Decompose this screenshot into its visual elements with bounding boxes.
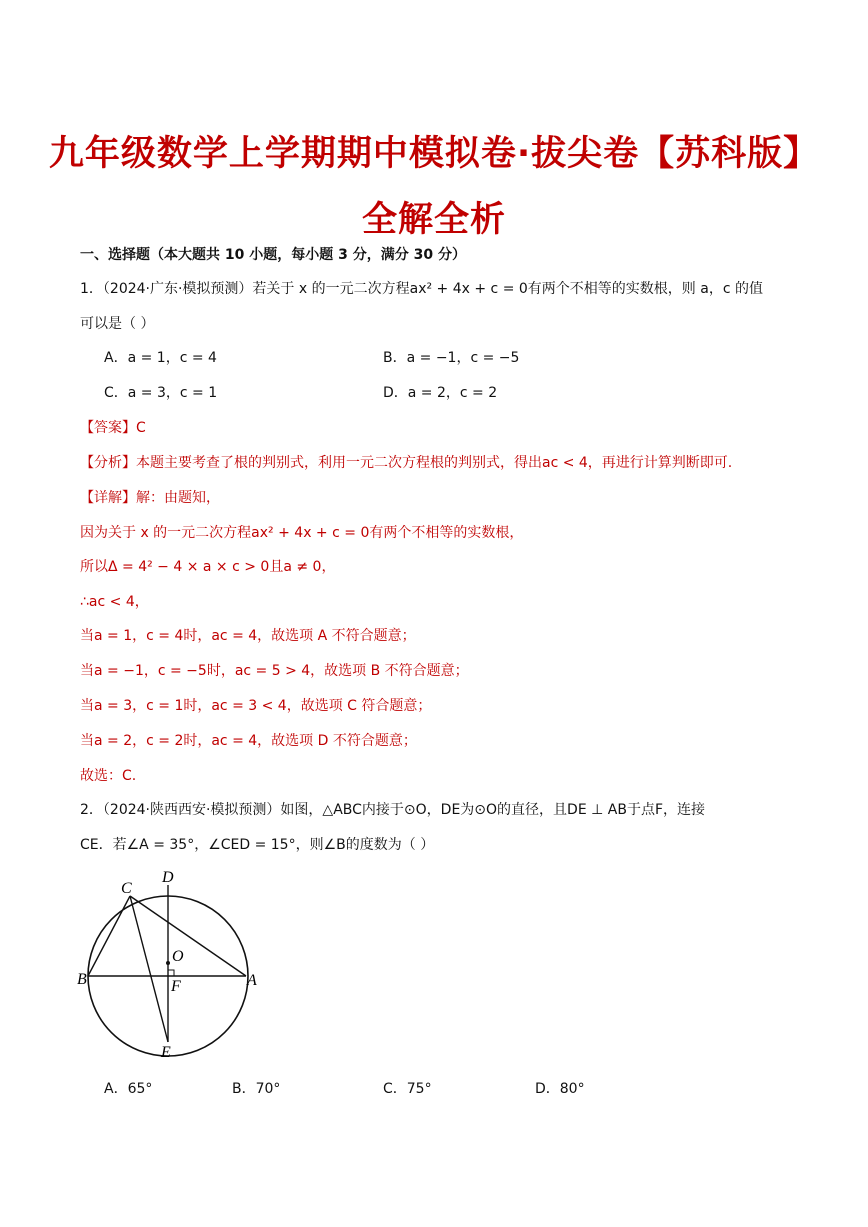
q1-option-a: A．a = 1，c = 4 <box>104 350 217 366</box>
center-point <box>166 961 170 965</box>
q1-detail-line: 故选：C. <box>80 768 137 784</box>
label-d: D <box>162 869 174 886</box>
q1-detail-line: 【详解】解：由题知， <box>80 490 220 506</box>
q1-stem-line2: 可以是（ ） <box>80 316 155 332</box>
label-a: A <box>247 972 257 989</box>
q2-option-a: A．65° <box>104 1081 153 1097</box>
q2-option-b: B．70° <box>232 1081 281 1097</box>
label-o: O <box>172 948 184 965</box>
right-angle-mark <box>168 970 174 976</box>
q1-detail-line: 因为关于 x 的一元二次方程ax² + 4x + c = 0有两个不相等的实数根， <box>80 525 524 541</box>
q1-detail-line: ∴ac < 4， <box>80 594 149 610</box>
q1-stem-line1: 1．（2024·广东·模拟预测）若关于 x 的一元二次方程ax² + 4x + c = 0有两个不相等的实数根，则 a，c 的值 <box>80 281 763 297</box>
q1-detail-line: 当a = 3，c = 1时，ac = 3 < 4，故选项 C 符合题意； <box>80 698 432 714</box>
q1-detail-line: 当a = 1，c = 4时，ac = 4，故选项 A 不符合题意； <box>80 628 416 644</box>
q2-stem-line2: CE．若∠A = 35°，∠CED = 15°，则∠B的度数为（ ） <box>80 837 435 853</box>
q1-detail-line: 当a = 2，c = 2时，ac = 4，故选项 D 不符合题意； <box>80 733 417 749</box>
label-e: E <box>161 1044 171 1061</box>
q1-answer: 【答案】C <box>80 420 146 436</box>
label-c: C <box>121 880 132 897</box>
page-subtitle: 全解全析 <box>361 200 506 240</box>
q2-option-c: C．75° <box>383 1081 432 1097</box>
q1-option-d: D．a = 2，c = 2 <box>383 385 498 401</box>
q1-option-b: B．a = −1，c = −5 <box>383 350 520 366</box>
page-title: 九年级数学上学期期中模拟卷·拔尖卷【苏科版】 <box>48 134 820 174</box>
q1-detail-line: 所以Δ = 4² − 4 × a × c > 0且a ≠ 0， <box>80 559 336 575</box>
q2-stem-line1: 2．（2024·陕西西安·模拟预测）如图，△ABC内接于⊙O，DE为⊙O的直径，且DE ⊥ AB于点F，连接 <box>80 802 705 818</box>
section-heading: 一、选择题（本大题共 10 小题，每小题 3 分，满分 30 分） <box>80 247 466 263</box>
circle-geometry-figure <box>70 864 270 1064</box>
q1-detail-line: 当a = −1，c = −5时，ac = 5 > 4，故选项 B 不符合题意； <box>80 663 469 679</box>
label-f: F <box>171 978 181 995</box>
label-b: B <box>77 971 87 988</box>
q2-option-d: D．80° <box>535 1081 585 1097</box>
q1-option-c: C．a = 3，c = 1 <box>104 385 218 401</box>
segment-cb <box>88 896 130 976</box>
q1-analysis: 【分析】本题主要考查了根的判别式，利用一元二次方程根的判别式，得出ac < 4，再进行计算判断即可. <box>80 455 733 471</box>
